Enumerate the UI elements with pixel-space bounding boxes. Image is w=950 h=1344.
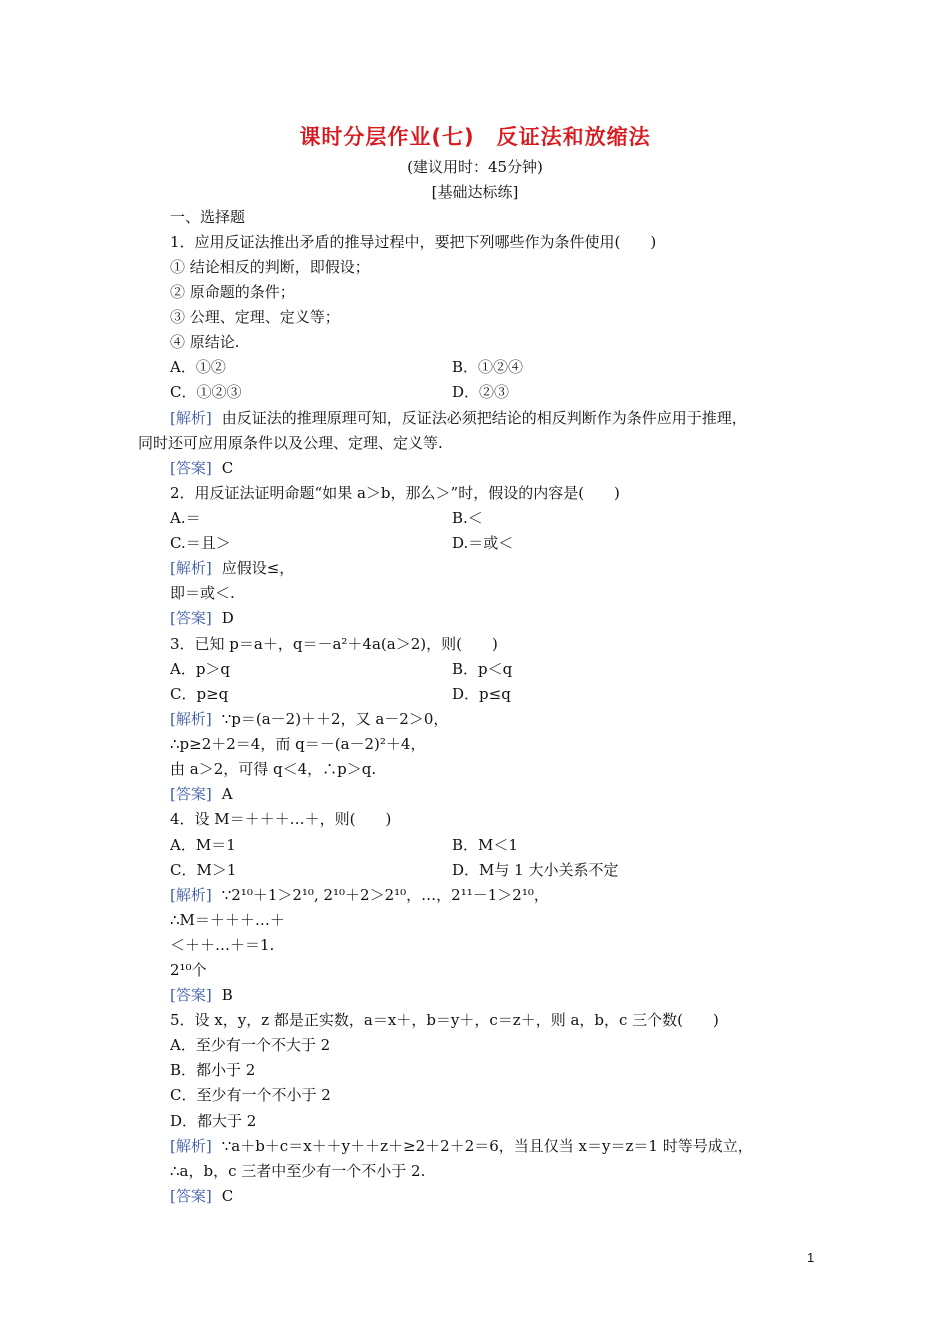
analysis-tag: [解析] — [170, 559, 212, 577]
q3-option-a: A．p＞q — [170, 660, 231, 678]
q5-stem: 5．设 x，y，z 都是正实数，a＝x＋，b＝y＋，c＝z＋，则 a，b，c 三个数( ) — [170, 1011, 719, 1029]
q5-option-a: A．至少有一个不大于 2 — [170, 1036, 331, 1054]
q3-option-b: B．p＜q — [452, 660, 513, 678]
q1-item: ② 原命题的条件； — [170, 283, 295, 301]
analysis-tag: [解析] — [170, 710, 212, 728]
q5-analysis: [解析] ∵a＋b＋c＝x＋＋y＋＋z＋≥2＋2＋2＝6，当且仅当 x＝y＝z＝1 时等号成立， — [170, 1137, 753, 1155]
analysis-tag: [解析] — [170, 409, 212, 427]
q1-item: ① 结论相反的判断，即假设； — [170, 258, 370, 276]
q2-analysis-cont: 即＝或＜. — [170, 584, 235, 602]
q3-stem: 3．已知 p＝a＋，q＝－a²＋4a(a＞2)，则( ) — [170, 635, 498, 653]
q2-option-a: A.＝ — [170, 509, 201, 527]
q1-item: ④ 原结论. — [170, 333, 240, 351]
q3-option-d: D．p≤q — [452, 685, 511, 703]
q5-answer: [答案] C — [170, 1187, 234, 1205]
answer-tag: [答案] — [170, 785, 212, 803]
answer-tag: [答案] — [170, 459, 212, 477]
q4-answer: [答案] B — [170, 986, 233, 1004]
q2-option-b: B.＜ — [452, 509, 483, 527]
q4-stem: 4．设 M＝＋＋＋…＋，则( ) — [170, 810, 392, 828]
q1-analysis: [解析] 由反证法的推理原理可知，反证法必须把结论的相反判断作为条件应用于推理， — [170, 409, 747, 427]
q3-analysis-cont: 由 a＞2，可得 q＜4，∴p＞q. — [170, 760, 377, 778]
q5-option-b: B．都小于 2 — [170, 1061, 256, 1079]
q1-option-a: A．①② — [170, 358, 226, 376]
q1-item: ③ 公理、定理、定义等； — [170, 308, 340, 326]
q1-option-d: D．②③ — [452, 383, 510, 401]
q2-analysis: [解析] 应假设≤， — [170, 559, 295, 577]
q5-option-d: D．都大于 2 — [170, 1112, 257, 1130]
analysis-tag: [解析] — [170, 1137, 212, 1155]
q1-answer: [答案] C — [170, 459, 234, 477]
q4-analysis-cont: ＜＋＋…＋＝1. — [170, 936, 275, 954]
q2-option-d: D.＝或＜ — [452, 534, 514, 552]
q5-option-c: C．至少有一个不小于 2 — [170, 1086, 331, 1104]
q4-analysis: [解析] ∵2¹⁰＋1＞2¹⁰, 2¹⁰＋2＞2¹⁰，…，2¹¹－1＞2¹⁰， — [170, 886, 549, 904]
q1-stem: 1．应用反证法推出矛盾的推导过程中，要把下列哪些作为条件使用( ) — [170, 233, 657, 251]
q4-option-c: C．M＞1 — [170, 861, 237, 879]
q3-answer: [答案] A — [170, 785, 233, 803]
q2-answer: [答案] D — [170, 609, 234, 627]
section-heading: 一、选择题 — [170, 208, 246, 226]
answer-tag: [答案] — [170, 986, 212, 1004]
q1-option-b: B．①②④ — [452, 358, 524, 376]
analysis-tag: [解析] — [170, 886, 212, 904]
q2-stem: 2．用反证法证明命题“如果 a＞b，那么＞”时，假设的内容是( ) — [170, 484, 620, 502]
q2-option-c: C.＝且＞ — [170, 534, 231, 552]
q1-analysis-cont: 同时还可应用原条件以及公理、定理、定义等. — [138, 434, 443, 452]
answer-tag: [答案] — [170, 1187, 212, 1205]
q3-option-c: C．p≥q — [170, 685, 229, 703]
page-number: 1 — [807, 1250, 815, 1265]
q4-option-d: D．M与 1 大小关系不定 — [452, 861, 619, 879]
level-heading: [基础达标练] — [431, 183, 519, 201]
q5-analysis-cont: ∴a，b，c 三者中至少有一个不小于 2. — [170, 1162, 426, 1180]
q3-analysis-cont: ∴p≥2＋2＝4，而 q＝－(a－2)²＋4， — [170, 735, 426, 753]
page-title: 课时分层作业(七) 反证法和放缩法 — [299, 125, 651, 149]
answer-tag: [答案] — [170, 609, 212, 627]
q4-option-a: A．M＝1 — [170, 836, 236, 854]
q4-analysis-cont: 2¹⁰个 — [170, 961, 207, 979]
q4-option-b: B．M＜1 — [452, 836, 518, 854]
q1-option-c: C．①②③ — [170, 383, 242, 401]
q4-analysis-cont: ∴M＝＋＋＋…＋ — [170, 911, 285, 929]
time-hint: (建议用时：45分钟) — [407, 158, 543, 176]
q3-analysis: [解析] ∵p＝(a－2)＋＋2，又 a－2＞0， — [170, 710, 449, 728]
